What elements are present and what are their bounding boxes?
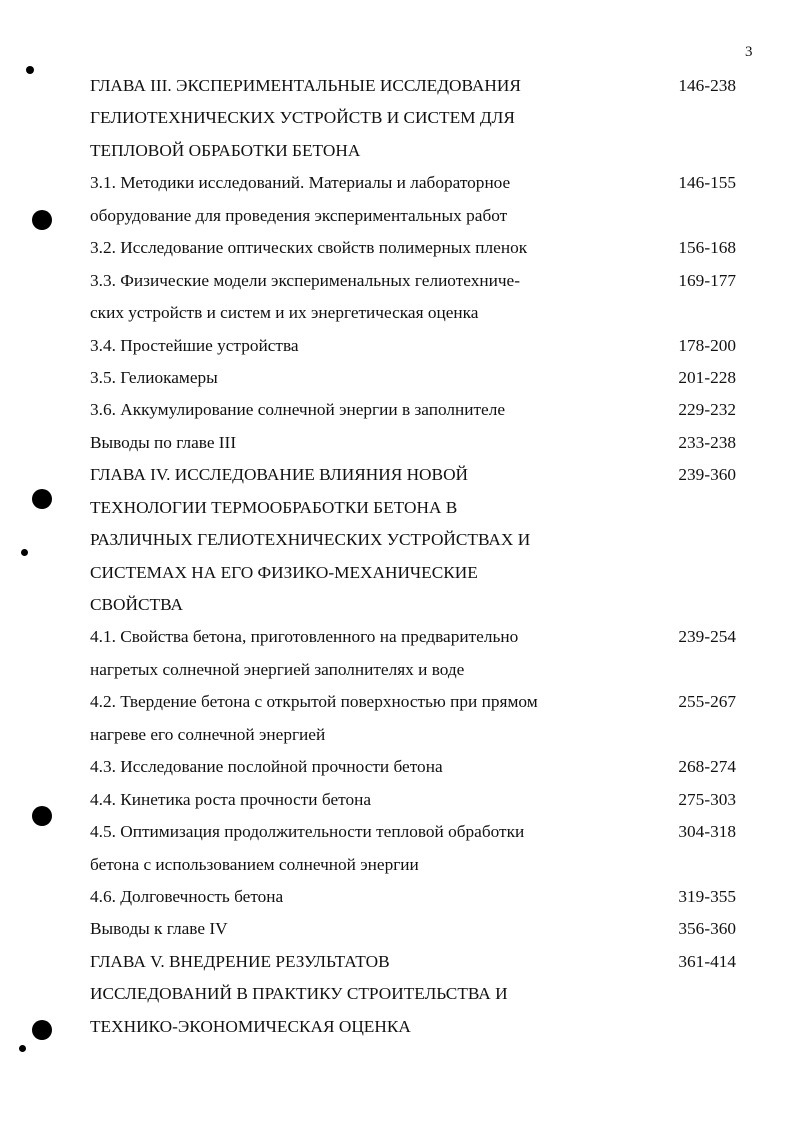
toc-entry-pages: 169-177 [678,270,736,290]
toc-entry-line [90,394,740,426]
punch-hole-mark [32,489,52,509]
toc-entry-line [90,557,740,589]
toc-entry-text: ТЕХНОЛОГИИ ТЕРМООБРАБОТКИ БЕТОНА В [90,497,458,517]
toc-entry-text: 3.2. Исследование оптических свойств полимерных пленок [90,238,528,258]
toc-entry [90,265,740,330]
toc-entry-text: нагреве его солнечной энергией [90,724,326,744]
toc-entry [90,946,740,1043]
toc-entry-line [90,589,740,621]
toc-entry-text: ГЛАВА V. ВНЕДРЕНИЕ РЕЗУЛЬТАТОВ [90,951,390,971]
toc-entry [90,751,740,783]
toc-entry [90,459,740,621]
toc-entry-text: 3.3. Физические модели эксперименальных гелиотехниче- [90,270,520,290]
toc-entry-text: 3.1. Методики исследований. Материалы и лабораторное [90,173,511,193]
toc-entry-text: ТЕХНИКО-ЭКОНОМИЧЕСКАЯ ОЦЕНКА [90,1016,411,1036]
toc-entry-line [90,102,740,134]
toc-entry [90,913,740,945]
toc-entry [90,621,740,686]
toc-entry-pages: 275-303 [678,789,736,809]
toc-entry-pages: 239-360 [678,465,736,485]
toc-entry-text: Выводы по главе III [90,432,237,452]
toc-entry-line [90,167,740,199]
toc-entry-pages: 156-168 [678,238,736,258]
toc-entry-text: 3.5. Гелиокамеры [90,367,218,387]
punch-hole-mark [32,1020,52,1040]
toc-entry-text: 4.5. Оптимизация продолжительности тепловой обработки [90,822,525,842]
toc-entry-line [90,784,740,816]
toc-entry-pages: 178-200 [678,335,736,355]
toc-entry-text: нагретых солнечной энергией заполнителях и воде [90,659,465,679]
table-of-contents [90,70,740,1043]
toc-entry-line [90,459,740,491]
toc-entry-line [90,816,740,848]
toc-entry-line [90,913,740,945]
toc-entry-text: бетона с использованием солнечной энергии [90,854,419,874]
toc-entry-text: 4.3. Исследование послойной прочности бетона [90,757,443,777]
toc-entry-pages: 229-232 [678,400,736,420]
toc-entry-pages: 361-414 [678,951,736,971]
toc-entry-pages: 356-360 [678,919,736,939]
toc-entry-line [90,362,740,394]
toc-entry-line [90,70,740,102]
toc-entry [90,686,740,751]
toc-entry [90,362,740,394]
toc-entry-line [90,881,740,913]
toc-entry [90,330,740,362]
toc-entry-line [90,524,740,556]
toc-entry-line [90,427,740,459]
toc-entry-pages: 239-254 [678,627,736,647]
toc-entry-line [90,492,740,524]
toc-entry-pages: 201-228 [678,367,736,387]
toc-entry-text: 4.2. Твердение бетона с открытой поверхностью при прямом [90,692,538,712]
toc-entry-line [90,330,740,362]
toc-entry-text: 3.4. Простейшие устройства [90,335,299,355]
toc-entry-text: ских устройств и систем и их энергетическая оценка [90,303,479,323]
toc-entry-text: ТЕПЛОВОЙ ОБРАБОТКИ БЕТОНА [90,140,361,160]
toc-entry-line [90,849,740,881]
toc-entry-text: оборудование для проведения экспериментальных работ [90,205,508,225]
toc-entry-text: ИССЛЕДОВАНИЙ В ПРАКТИКУ СТРОИТЕЛЬСТВА И [90,984,508,1004]
toc-entry-line [90,135,740,167]
toc-entry-text: 4.4. Кинетика роста прочности бетона [90,789,371,809]
toc-entry [90,167,740,232]
toc-entry-text: 3.6. Аккумулирование солнечной энергии в заполнителе [90,400,506,420]
toc-entry-line [90,751,740,783]
toc-entry-line [90,978,740,1010]
page-number: 3 [745,44,753,60]
toc-entry-line [90,719,740,751]
toc-entry-pages: 268-274 [678,757,736,777]
toc-entry-text: РАЗЛИЧНЫХ ГЕЛИОТЕХНИЧЕСКИХ УСТРОЙСТВАХ И [90,530,531,550]
toc-entry-line [90,621,740,653]
toc-entry-pages: 146-238 [678,76,736,95]
toc-entry-text: ГЛАВА IV. ИССЛЕДОВАНИЕ ВЛИЯНИЯ НОВОЙ [90,465,469,485]
toc-entry-line [90,265,740,297]
punch-hole-mark [21,549,28,556]
toc-entry [90,70,740,167]
toc-entry [90,232,740,264]
toc-entry-text: Выводы к главе IV [90,919,228,939]
toc-entry-line [90,946,740,978]
toc-entry-line [90,1011,740,1043]
toc-entry-pages: 233-238 [678,432,736,452]
toc-entry-pages: 304-318 [678,822,736,842]
toc-entry-pages: 146-155 [678,173,736,193]
punch-hole-mark [32,210,52,230]
toc-entry-text: СИСТЕМАХ НА ЕГО ФИЗИКО-МЕХАНИЧЕСКИЕ [90,562,478,582]
toc-entry [90,881,740,913]
toc-entry-text: СВОЙСТВА [90,595,184,614]
punch-hole-mark [19,1045,26,1052]
punch-hole-mark [26,66,34,74]
toc-entry-pages: 255-267 [678,692,736,712]
toc-entry-text: ГЕЛИОТЕХНИЧЕСКИХ УСТРОЙСТВ И СИСТЕМ ДЛЯ [90,108,515,128]
toc-entry-line [90,297,740,329]
toc-entry-text: ГЛАВА III. ЭКСПЕРИМЕНТАЛЬНЫЕ ИССЛЕДОВАНИЯ [90,76,521,95]
punch-hole-mark [32,806,52,826]
toc-entry-text: 4.1. Свойства бетона, приготовленного на предварительно [90,627,519,647]
toc-entry [90,427,740,459]
toc-entry-line [90,200,740,232]
toc-entry-line [90,232,740,264]
toc-entry-pages: 319-355 [678,886,736,906]
toc-entry [90,784,740,816]
toc-entry-line [90,686,740,718]
toc-entry [90,394,740,426]
toc-entry-text: 4.6. Долговечность бетона [90,886,284,906]
toc-entry [90,816,740,881]
toc-entry-line [90,654,740,686]
